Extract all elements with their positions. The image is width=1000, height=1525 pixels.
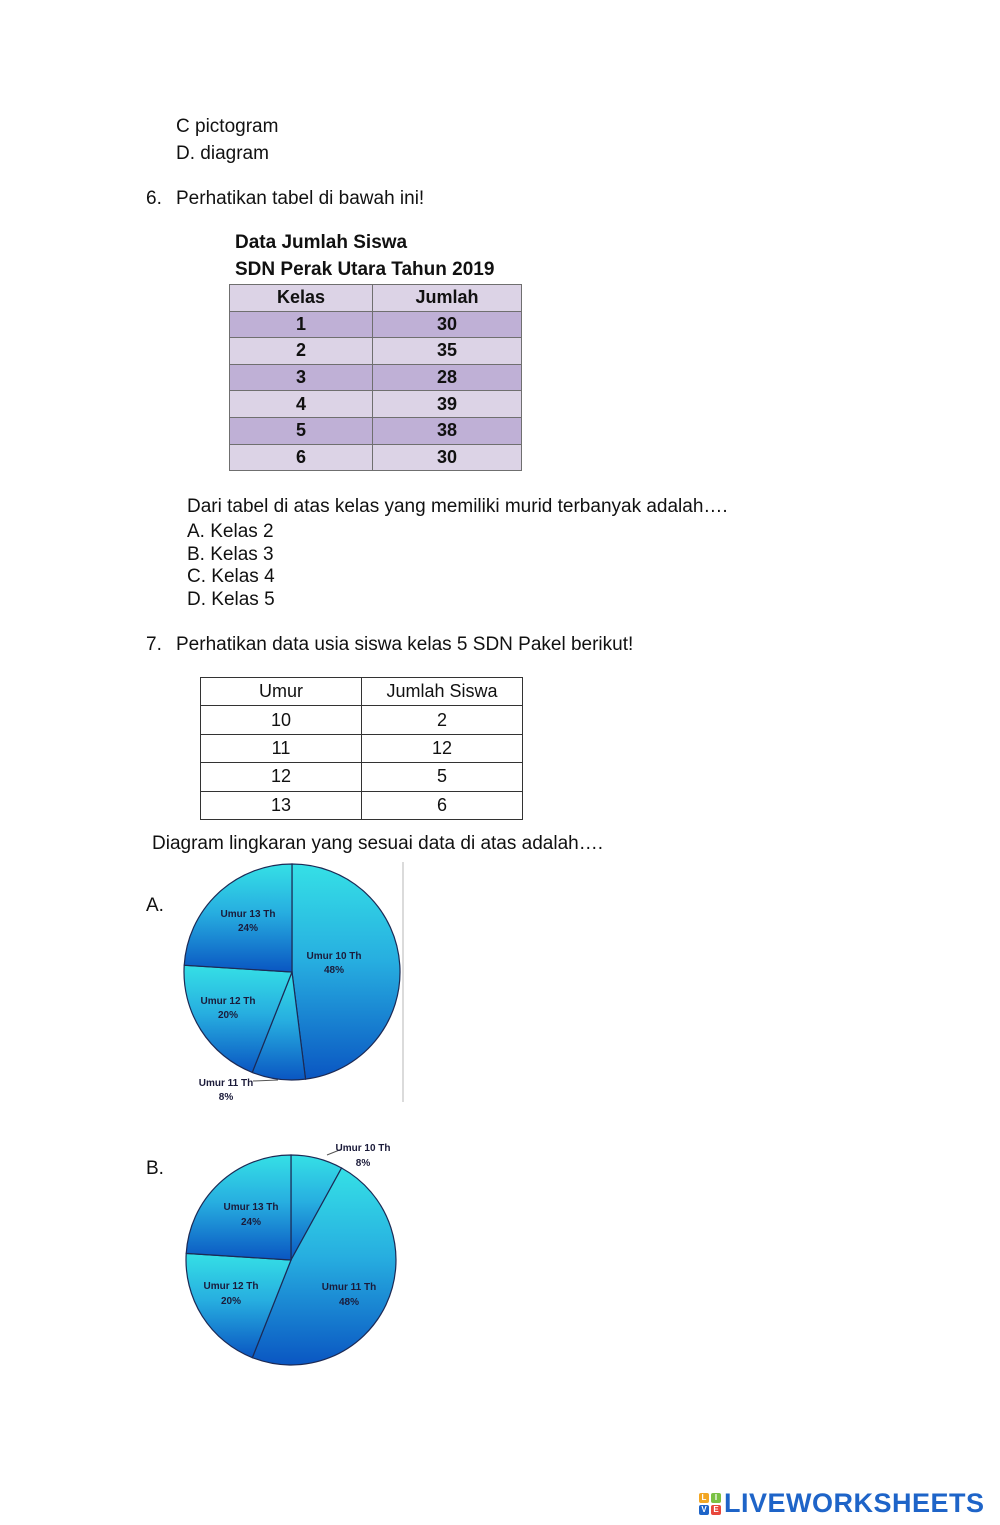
jumlah-cell: 39	[373, 391, 522, 418]
pie-option-b-label[interactable]: B.	[146, 1158, 164, 1179]
student-count-table	[229, 284, 522, 471]
pie-a-pct-11: 8%	[218, 1092, 234, 1103]
pie-a-pct-10: 48%	[323, 965, 345, 976]
pie-b-pct-11: 48%	[338, 1297, 360, 1308]
question-7-prompt: Diagram lingkaran yang sesuai data di atas adalah….	[152, 833, 603, 854]
umur-cell: 12	[201, 763, 362, 791]
logo-tile: I	[711, 1493, 721, 1503]
pie-b-pct-12: 20%	[220, 1296, 242, 1307]
liveworksheets-wordmark: LIVEWORKSHEETS	[724, 1488, 985, 1518]
pie-b-label-10: Umur 10 Th	[335, 1143, 391, 1154]
table-row	[230, 417, 522, 444]
kelas-cell: 1	[230, 311, 373, 338]
liveworksheets-logo[interactable]	[699, 1488, 985, 1519]
jumlah-siswa-cell: 2	[362, 706, 523, 734]
table-row	[201, 763, 523, 791]
umur-cell: 11	[201, 734, 362, 762]
question-7-number: 7.	[146, 634, 162, 655]
question-6-prompt: Dari tabel di atas kelas yang memiliki murid terbanyak adalah….	[187, 496, 728, 517]
pie-chart-b[interactable]	[170, 1135, 410, 1375]
liveworksheets-mark-icon	[699, 1493, 721, 1515]
kelas-cell: 6	[230, 444, 373, 471]
table-header-row	[230, 285, 522, 312]
pie-b-slices	[186, 1155, 396, 1365]
answer-option-a[interactable]: A. Kelas 2	[187, 521, 274, 542]
pie-a-pct-13: 24%	[237, 923, 259, 934]
table-row	[230, 311, 522, 338]
option-c-pictogram: C pictogram	[176, 116, 279, 137]
header-jumlah: Jumlah	[373, 285, 522, 312]
jumlah-siswa-cell: 12	[362, 734, 523, 762]
jumlah-cell: 30	[373, 311, 522, 338]
jumlah-siswa-cell: 5	[362, 763, 523, 791]
pie-a-label-13: Umur 13 Th	[220, 909, 276, 920]
table-row	[230, 391, 522, 418]
table-row	[201, 706, 523, 734]
pie-a-label-12: Umur 12 Th	[200, 996, 256, 1007]
jumlah-cell: 28	[373, 364, 522, 391]
pie-a-label-11: Umur 11 Th	[198, 1078, 254, 1089]
jumlah-cell: 35	[373, 338, 522, 365]
leader-line	[253, 1080, 278, 1081]
table-title-line1: Data Jumlah Siswa	[235, 232, 408, 253]
kelas-cell: 4	[230, 391, 373, 418]
kelas-cell: 3	[230, 364, 373, 391]
answer-option-c[interactable]: C. Kelas 4	[187, 566, 275, 587]
table-row	[230, 444, 522, 471]
pie-a-label-10: Umur 10 Th	[306, 951, 362, 962]
jumlah-cell: 30	[373, 444, 522, 471]
table-row	[230, 338, 522, 365]
pie-b-label-11: Umur 11 Th	[321, 1282, 377, 1293]
pie-option-a-label[interactable]: A.	[146, 895, 164, 916]
pie-b-pct-13: 24%	[240, 1217, 262, 1228]
kelas-cell: 5	[230, 417, 373, 444]
answer-option-b[interactable]: B. Kelas 3	[187, 544, 274, 565]
answer-option-d[interactable]: D. Kelas 5	[187, 589, 275, 610]
jumlah-cell: 38	[373, 417, 522, 444]
umur-cell: 10	[201, 706, 362, 734]
logo-tile: E	[711, 1505, 721, 1515]
pie-b-label-13: Umur 13 Th	[223, 1202, 279, 1213]
table-row	[201, 734, 523, 762]
kelas-cell: 2	[230, 338, 373, 365]
table-title-line2: SDN Perak Utara Tahun 2019	[235, 259, 495, 280]
pie-chart-a[interactable]	[170, 858, 410, 1108]
logo-tile: L	[699, 1493, 709, 1503]
pie-a-slices	[184, 864, 400, 1080]
pie-b-pct-10: 8%	[355, 1158, 371, 1169]
pie-a-pct-12: 20%	[217, 1010, 239, 1021]
jumlah-siswa-cell: 6	[362, 791, 523, 819]
question-6-number: 6.	[146, 188, 162, 209]
umur-cell: 13	[201, 791, 362, 819]
pie-b-label-12: Umur 12 Th	[203, 1281, 259, 1292]
table-row	[230, 364, 522, 391]
header-umur: Umur	[201, 678, 362, 706]
logo-tile: V	[699, 1505, 709, 1515]
age-table	[200, 677, 523, 820]
table-row	[201, 791, 523, 819]
option-d-diagram: D. diagram	[176, 143, 269, 164]
table-header-row	[201, 678, 523, 706]
header-kelas: Kelas	[230, 285, 373, 312]
question-7-text: Perhatikan data usia siswa kelas 5 SDN Pakel berikut!	[176, 634, 634, 655]
header-jumlah-siswa: Jumlah Siswa	[362, 678, 523, 706]
pie-a-slice-umur-10-th[interactable]	[292, 864, 400, 1079]
question-6-text: Perhatikan tabel di bawah ini!	[176, 188, 425, 209]
